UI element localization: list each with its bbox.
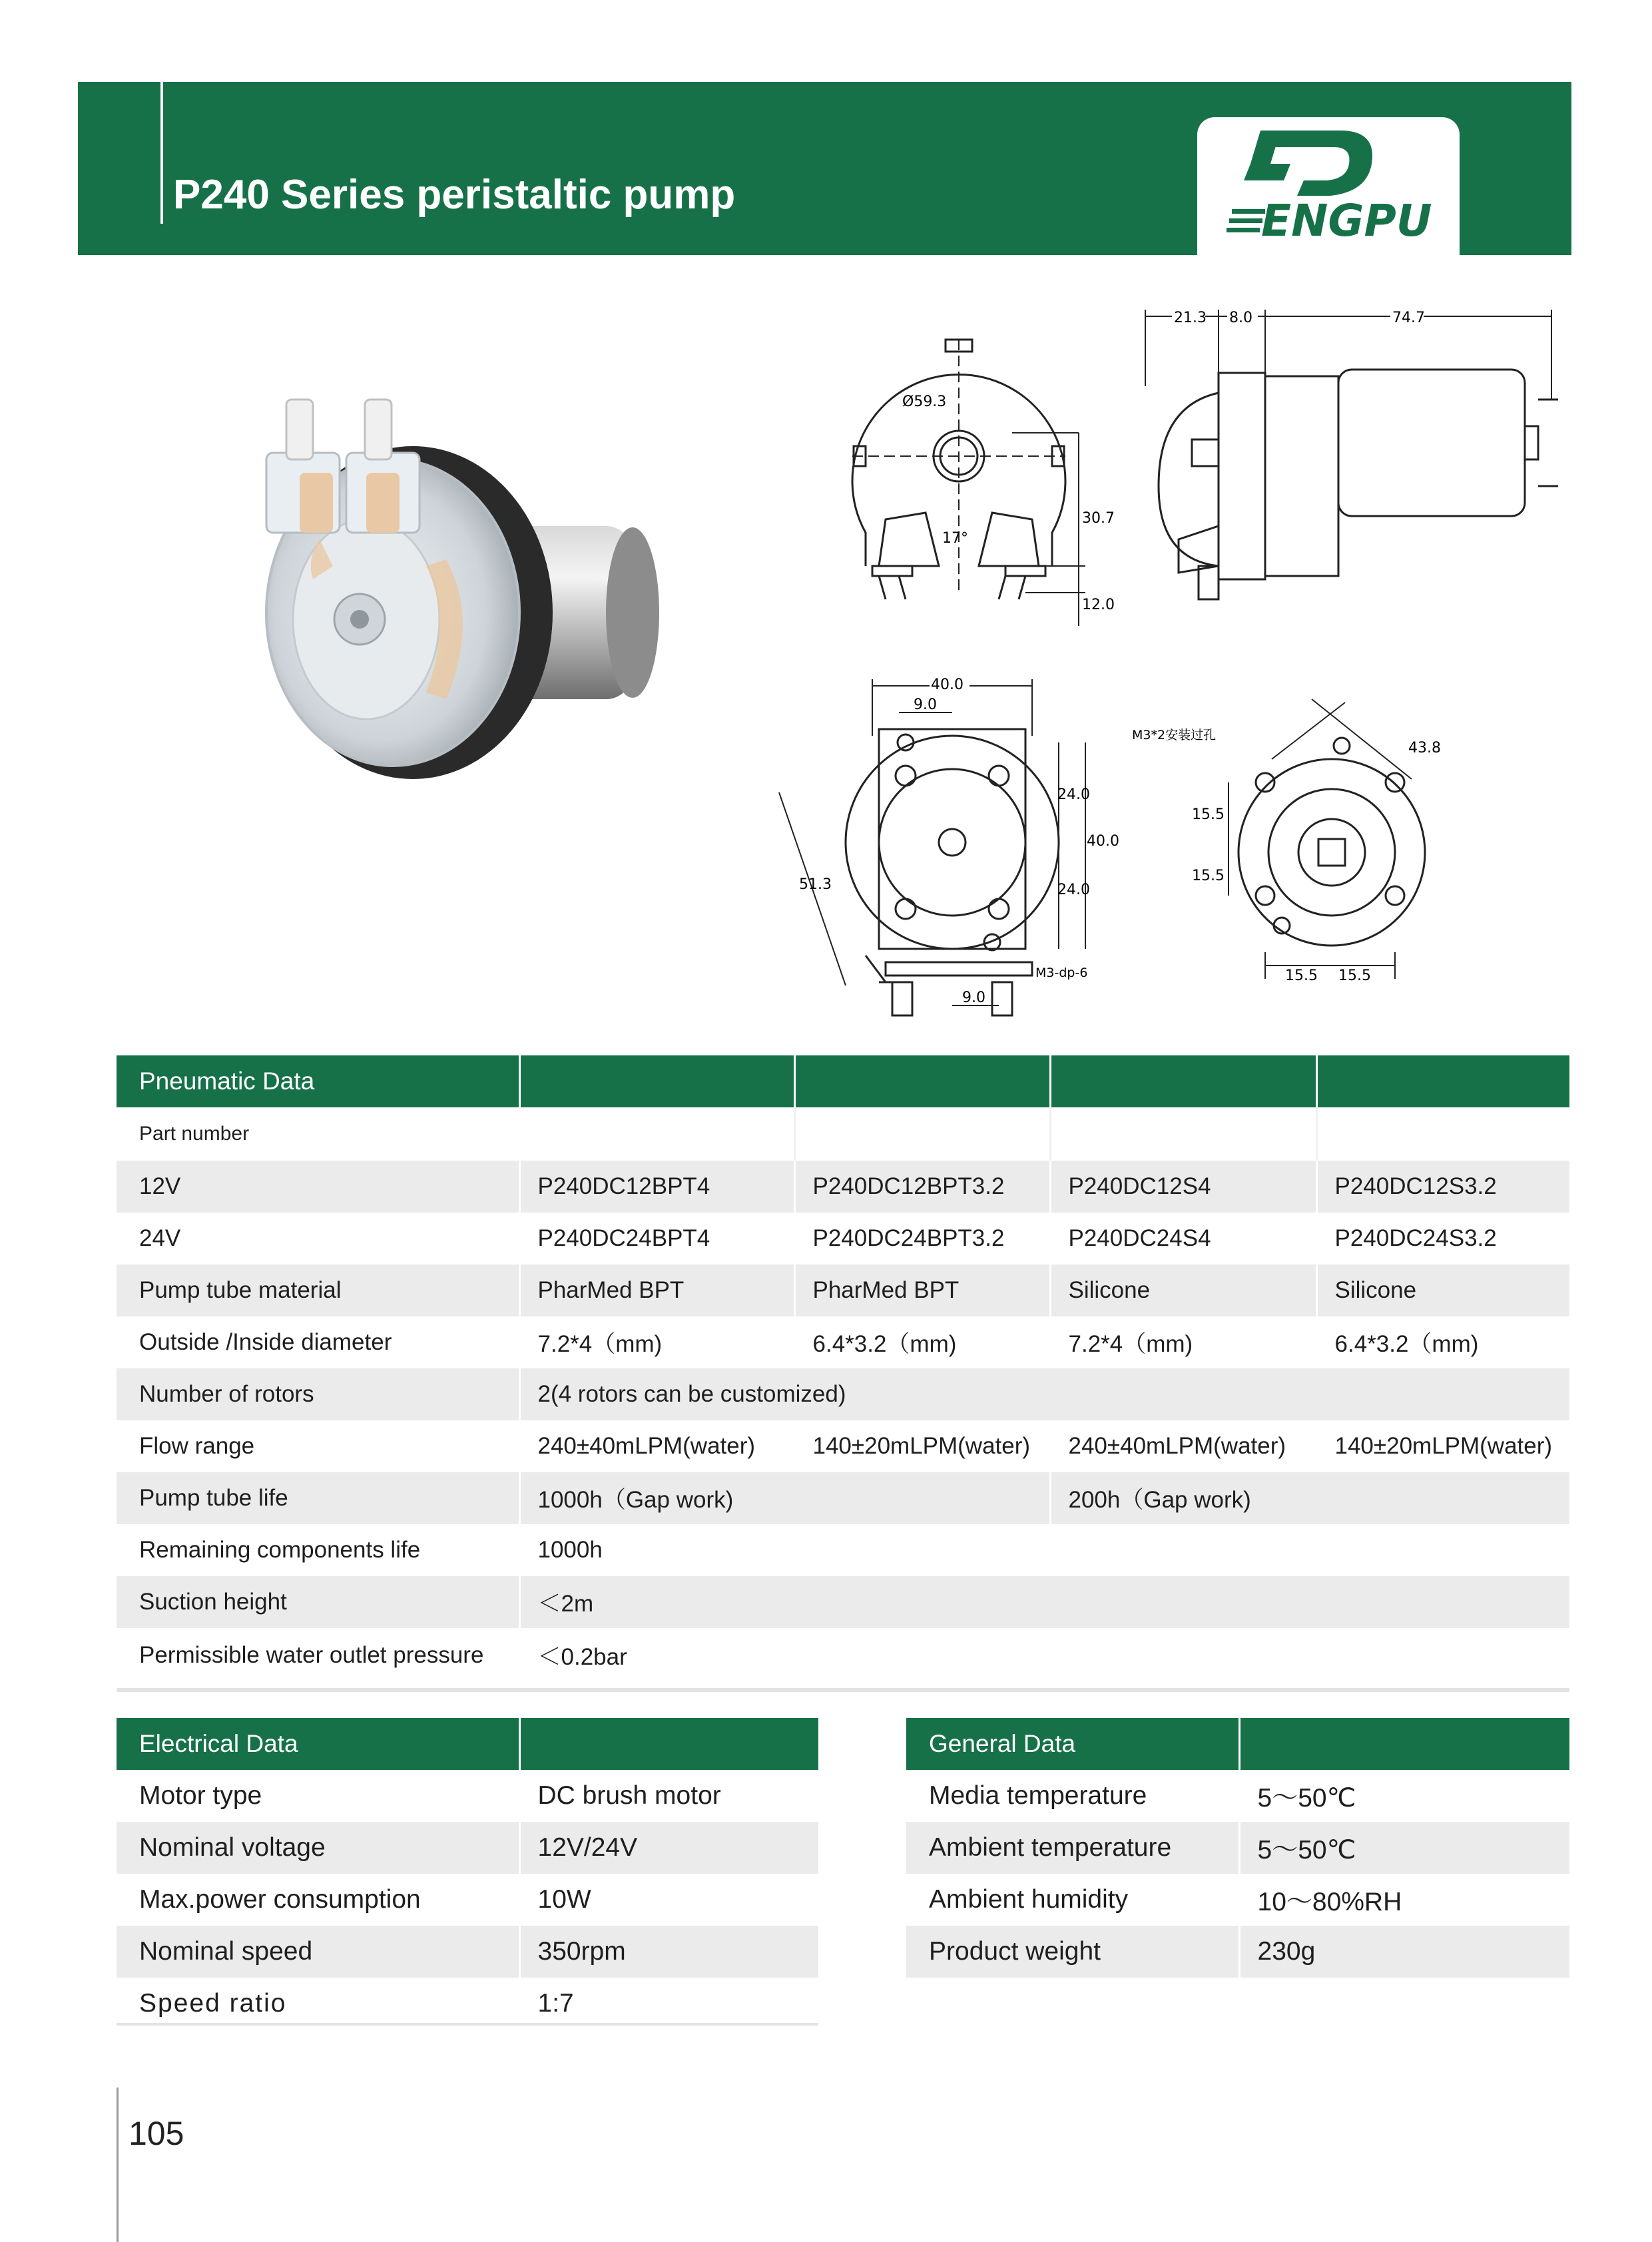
dim-d2: 8.0: [1229, 310, 1252, 326]
table-cell: 350rpm: [519, 1926, 818, 1978]
table-cell: 240±40mLPM(water): [1050, 1420, 1316, 1472]
table-cell: P240DC24BPT4: [519, 1213, 794, 1264]
table-cell: 5～50℃: [1239, 1770, 1569, 1822]
dim-d1: 21.3: [1174, 310, 1207, 326]
table-cell: 6.4*3.2（mm): [794, 1316, 1050, 1368]
table-cell: P240DC12BPT3.2: [794, 1161, 1050, 1213]
general-data-table: [906, 1718, 1569, 1978]
table-cell: Silicone: [1316, 1264, 1569, 1316]
row-label: Motor type: [117, 1770, 519, 1822]
dim-height2: 40.0: [1087, 833, 1119, 850]
table-cell: 2(4 rotors can be customized): [519, 1368, 1569, 1420]
table-row: [117, 1368, 1569, 1420]
dim-diagonal: 51.3: [799, 876, 832, 893]
dim-h1: 30.7: [1082, 510, 1115, 527]
table-cell: DC brush motor: [519, 1770, 818, 1822]
dim-bottom: 9.0: [962, 989, 985, 1006]
dim-angle: 17°: [942, 530, 968, 547]
page-number-rule: [117, 2088, 119, 2242]
table-cell: PharMed BPT: [519, 1264, 794, 1316]
table-row: [117, 1524, 1569, 1576]
table-row: [117, 1213, 1569, 1264]
row-label: Number of rotors: [117, 1368, 519, 1420]
table-row: [906, 1770, 1569, 1822]
drawing-profile-view: [1132, 306, 1558, 626]
table-cell: 1000h（Gap work): [519, 1472, 1050, 1524]
table-cell: 200h（Gap work): [1050, 1472, 1569, 1524]
table-cell: 10～80%RH: [1239, 1874, 1569, 1926]
table-cell: 140±20mLPM(water): [794, 1420, 1050, 1472]
general-header: General Data: [906, 1718, 1239, 1770]
table-row: [117, 1576, 1569, 1628]
table-cell: P240DC24BPT3.2: [794, 1213, 1050, 1264]
table-row: [117, 1472, 1569, 1524]
row-label: Nominal speed: [117, 1926, 519, 1978]
table-row: [117, 1264, 1569, 1316]
pneumatic-header: Pneumatic Data: [117, 1055, 519, 1107]
row-label: Part number: [117, 1107, 519, 1161]
drawing-front-view: [772, 669, 1132, 1022]
table-cell: 12V/24V: [519, 1822, 818, 1874]
header-divider: [160, 82, 163, 224]
table-cell: PharMed BPT: [794, 1264, 1050, 1316]
row-label: Suction height: [117, 1576, 519, 1628]
table-row: [117, 1874, 818, 1926]
table-row: [117, 1926, 818, 1978]
electrical-data-table: [117, 1718, 818, 2030]
row-label: Pump tube life: [117, 1472, 519, 1524]
table-row: [117, 1770, 818, 1822]
table-row: [117, 1628, 1569, 1683]
dim-rear-h2: 15.5: [1338, 968, 1371, 984]
row-label: Flow range: [117, 1420, 519, 1472]
table-row: [906, 1822, 1569, 1874]
table-row: [117, 1822, 818, 1874]
row-label: Permissible water outlet pressure: [117, 1628, 519, 1683]
brand-text: ENGPU: [1261, 195, 1432, 246]
dim-diameter: Ø59.3: [902, 394, 947, 410]
drawing-rear-view: [1125, 673, 1472, 985]
dim-rear-diag: 43.8: [1408, 740, 1441, 756]
table-cell: ＜0.2bar: [519, 1628, 1569, 1683]
row-label: Outside /Inside diameter: [117, 1316, 519, 1368]
page-title: P240 Series peristaltic pump: [173, 172, 736, 218]
table-bottom-rule: [117, 1688, 1569, 1692]
page-number: 105: [129, 2115, 184, 2152]
table-cell: 240±40mLPM(water): [519, 1420, 794, 1472]
table-cell: Silicone: [1050, 1264, 1316, 1316]
dim-h2: 12.0: [1082, 597, 1115, 613]
pneumatic-header-row: [117, 1055, 1569, 1107]
table-cell: P240DC12S3.2: [1316, 1161, 1569, 1213]
row-label: Product weight: [906, 1926, 1239, 1978]
table-row: [906, 1874, 1569, 1926]
table-row: [117, 1978, 818, 2030]
pneumatic-data-table: [117, 1055, 1569, 1683]
table-cell: P240DC12S4: [1050, 1161, 1316, 1213]
row-label: Remaining components life: [117, 1524, 519, 1576]
logo-mark-icon: [1197, 117, 1460, 255]
dim-d3: 74.7: [1392, 310, 1425, 326]
row-label: Speed ratio: [117, 1978, 519, 2030]
brand-logo: [1197, 117, 1460, 255]
table-cell: P240DC24S4: [1050, 1213, 1316, 1264]
row-label: Media temperature: [906, 1770, 1239, 1822]
table-cell: 7.2*4（mm): [519, 1316, 794, 1368]
table-row: [117, 1316, 1569, 1368]
row-label: 12V: [117, 1161, 519, 1213]
table-row: [906, 1926, 1569, 1978]
dim-height3: 24.0: [1057, 882, 1090, 898]
table-row: [117, 1420, 1569, 1472]
table-cell: 1000h: [519, 1524, 1569, 1576]
table-row: [117, 1161, 1569, 1213]
table-cell: P240DC24S3.2: [1316, 1213, 1569, 1264]
electrical-header: Electrical Data: [117, 1718, 519, 1770]
table-cell: 7.2*4（mm): [1050, 1316, 1316, 1368]
table-cell: 1:7: [519, 1978, 818, 2030]
table-cell: ＜2m: [519, 1576, 1569, 1628]
table-cell: 6.4*3.2（mm): [1316, 1316, 1569, 1368]
table-cell: 10W: [519, 1874, 818, 1926]
row-label: Max.power consumption: [117, 1874, 519, 1926]
table-row: [117, 1107, 1569, 1161]
table-cell: 140±20mLPM(water): [1316, 1420, 1569, 1472]
page-header: [78, 82, 1571, 255]
drawing-side-view: [812, 313, 1115, 626]
dim-width2: 9.0: [914, 697, 937, 713]
dim-width: 40.0: [931, 677, 964, 693]
row-label: Nominal voltage: [117, 1822, 519, 1874]
table-cell: P240DC12BPT4: [519, 1161, 794, 1213]
dim-rear-v1: 15.5: [1192, 806, 1225, 823]
dim-rear-v2: 15.5: [1192, 868, 1225, 884]
dim-height: 24.0: [1057, 786, 1090, 803]
row-label: Pump tube material: [117, 1264, 519, 1316]
row-label: 24V: [117, 1213, 519, 1264]
dim-rear-h1: 15.5: [1285, 968, 1318, 984]
row-label: Ambient humidity: [906, 1874, 1239, 1926]
table-bottom-rule: [117, 2023, 818, 2026]
row-label: Ambient temperature: [906, 1822, 1239, 1874]
note-screw: M3-dp-6: [1035, 966, 1088, 980]
table-cell: 5～50℃: [1239, 1822, 1569, 1874]
note-mount-holes: M3*2安装过孔: [1132, 728, 1217, 742]
product-photo: [193, 400, 673, 799]
table-cell: 230g: [1239, 1926, 1569, 1978]
